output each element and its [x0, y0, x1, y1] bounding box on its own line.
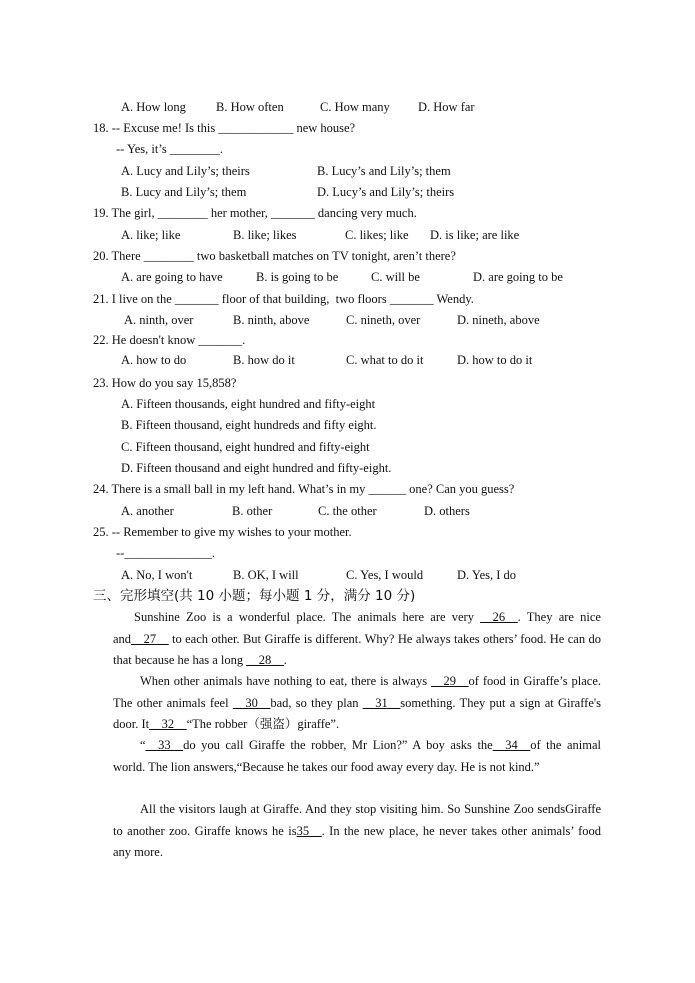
blank-27: __27__	[131, 631, 169, 646]
q19-option-b: B. like; likes	[233, 228, 297, 242]
q19-option-d: D. is like; are like	[430, 228, 520, 242]
q17-option-b: B. How often	[216, 100, 284, 114]
blank-34: __34__	[492, 738, 531, 752]
q18-option-b: B. Lucy’s and Lily’s; them	[317, 164, 451, 178]
q23-option-b: B. Fifteen thousand, eight hundreds and fifty eight.	[121, 418, 377, 432]
section-3-title: 三、完形填空(共 10 小题；每小题 1 分，满分 10 分)	[93, 588, 416, 604]
q25-option-b: B. OK, I will	[233, 568, 299, 582]
q24-option-a: A. another	[121, 504, 174, 518]
q24-option-c: C. the other	[318, 504, 377, 518]
q20-option-c: C. will be	[371, 270, 420, 284]
q21-option-c: C. nineth, over	[346, 313, 421, 327]
q21-stem: 21. I live on the _______ floor of that building, two floors _______ Wendy.	[93, 292, 474, 306]
q20-option-d: D. are going to be	[473, 270, 563, 284]
passage-paragraph-2: When other animals have nothing to eat, there is always __29__of food in Giraffe’s place. The other animals feel __30__bad, so they plan __31__something. They put a sign at Giraffe's door. It__32__“The robber（强盗）giraffe”.	[113, 674, 601, 731]
q20-stem: 20. There ________ two basketball matches on TV tonight, aren’t there?	[93, 249, 456, 263]
q20-option-b: B. is going to be	[256, 270, 339, 284]
q24-stem: 24. There is a small ball in my left hand. What’s in my ______ one? Can you guess?	[93, 482, 515, 496]
passage-paragraph-4: All the visitors laugh at Giraffe. And they stop visiting him. So Sunshine Zoo sendsGiraffe to another zoo. Giraffe knows he is35__. In the new place, he never takes other animals’ food any more.	[113, 802, 602, 859]
q22-option-c: C. what to do it	[346, 353, 424, 367]
q25-stem: 25. -- Remember to give my wishes to your mother.	[93, 525, 352, 539]
q18-reply: -- Yes, it’s ________.	[116, 142, 223, 156]
q22-option-d: D. how to do it	[457, 353, 533, 367]
q18-option-a: A. Lucy and Lily’s; theirs	[121, 164, 250, 178]
blank-31: __31__	[362, 695, 401, 710]
q25-reply: --______________.	[116, 546, 215, 560]
passage-paragraph-1: Sunshine Zoo is a wonderful place. The animals here are very __26__. They are nice and__27__ to each other. But Giraffe is different. Why? He always takes others’ food. He can do that because he has a long __28__.	[113, 610, 601, 667]
blank-32: __32__	[149, 717, 187, 731]
q19-option-c: C. likes; like	[345, 228, 409, 242]
blank-28: __28__	[246, 653, 284, 667]
blank-30: __30__	[232, 695, 271, 710]
q17-option-a: A. How long	[121, 100, 186, 114]
q22-stem: 22. He doesn't know _______.	[93, 333, 246, 347]
q23-stem: 23. How do you say 15,858?	[93, 376, 237, 390]
q23-option-d: D. Fifteen thousand and eight hundred and fifty-eight.	[121, 461, 392, 475]
passage-paragraph-3: “__33__do you call Giraffe the robber, Mr Lion?” A boy asks the__34__of the animal world. The lion answers,“Because he takes our food away every day. He is not kind.”	[113, 738, 601, 774]
q18-option-d: D. Lucy’s and Lily’s; theirs	[317, 185, 455, 199]
q22-option-a: A. how to do	[121, 353, 187, 367]
q25-option-a: A. No, I won't	[121, 568, 193, 582]
q25-option-d: D. Yes, I do	[457, 568, 517, 582]
q17-option-c: C. How many	[320, 100, 390, 114]
q21-option-d: D. nineth, above	[457, 313, 540, 327]
q22-option-b: B. how do it	[233, 353, 295, 367]
q23-option-a: A. Fifteen thousands, eight hundred and fifty-eight	[121, 397, 376, 411]
q25-option-c: C. Yes, I would	[346, 568, 424, 582]
blank-33: __33__	[145, 738, 184, 752]
q23-option-c: C. Fifteen thousand, eight hundred and fifty-eight	[121, 440, 370, 454]
q19-stem: 19. The girl, ________ her mother, _______ dancing very much.	[93, 206, 417, 220]
q17-option-d: D. How far	[418, 100, 475, 114]
blank-35: 35__	[296, 823, 322, 838]
q24-option-b: B. other	[232, 504, 273, 518]
q24-option-d: D. others	[424, 504, 470, 518]
q19-option-a: A. like; like	[121, 228, 181, 242]
blank-29: __29__	[431, 674, 469, 688]
q21-option-b: B. ninth, above	[233, 313, 310, 327]
q21-option-a: A. ninth, over	[124, 313, 194, 327]
q20-option-a: A. are going to have	[121, 270, 223, 284]
blank-26: __26__	[480, 610, 518, 624]
q18-option-c: B. Lucy and Lily’s; them	[121, 185, 247, 199]
q18-stem: 18. -- Excuse me! Is this ____________ new house?	[93, 121, 356, 135]
